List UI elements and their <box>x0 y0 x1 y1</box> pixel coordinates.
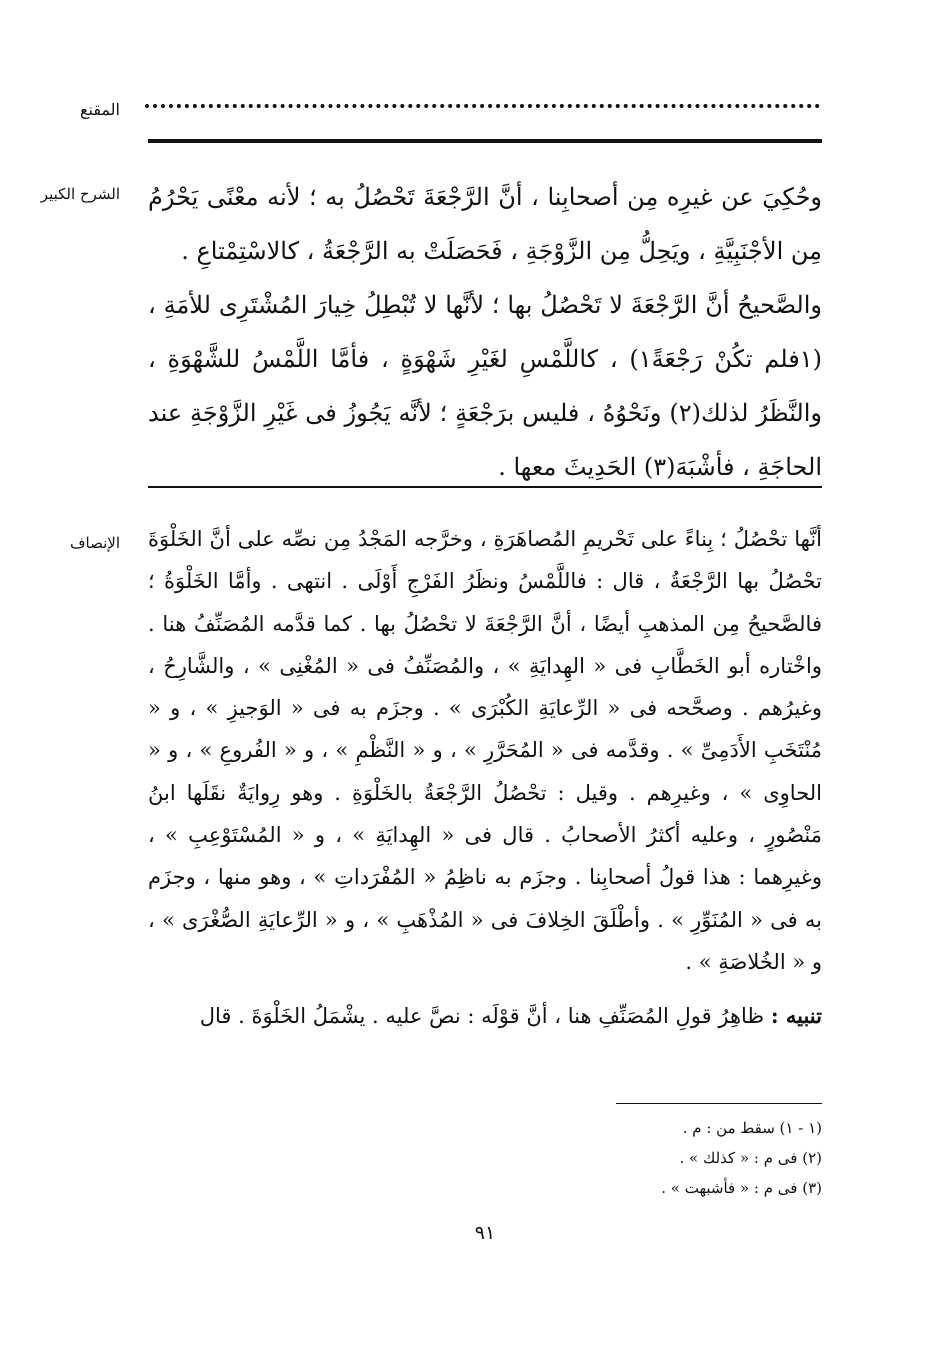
footnotes <box>400 1113 822 1203</box>
sharh-section-label: الشرح الكبير <box>40 185 120 203</box>
page-number: ٩١ <box>474 1222 496 1244</box>
insaf-note-paragraph <box>148 995 822 1037</box>
footnote-3: (٣) فى م : « فأشبهت » . <box>661 1179 822 1197</box>
insaf-paragraph-1: أنَّها تحْصُلُ ؛ بِناءً على تَحْريمِ المُصاهَرَةِ ، وخرَّجه المَجْدُ مِن نصِّه على أنَّ الخَلْوَةَ تحْصُلُ بها الرَّجْعَةُ ، قال : فاللَّمْسُ ونظَرُ الفَرْجِ أَوْلَى . انتهى . وأمَّا الخَلْوَةُ ؛ فالصَّحيحُ مِن المذهبِ أيضًا ، أنَّ الرَّجْعَةَ لا تحْصُلُ بها . كما قدَّمه المُصَنِّفُ هنا . واخْتاره أبو الخَطَّابِ فى « الهِدايَةِ » ، والمُصَنِّفُ فى « المُغْنِى » ، والشَّارِحُ ، وغيرُهم . وصحَّحه فى « الرِّعايَةِ الكُبْرَى » . وجزَم به فى « الوَجيزِ » ، و « مُنْتَخَبِ الأَدَمِىِّ » . وقدَّمه فى « المُحَرَّرِ » ، و « النَّظْمِ » ، و « الفُروعِ » ، و « الحاوِى » ، وغيرِهم . وقيل : تحْصُلُ الرَّجْعَةُ بالخَلْوَةِ . وهو رِوايَةٌ نقَلَها ابنُ مَنْصُورٍ ، وعليه أكثرُ الأصحابُ . قال فى « الهِدايَةِ » ، و « المُسْتَوْعِبِ » ، وغيرِهما : هذا قولُ أصحابِنا . وجزَم به ناظِمُ « المُفْرَداتِ » ، وهو منها ، وجزَم به فى « المُنَوِّرِ » . وأطْلَقَ الخِلافَ فى « المُذْهَبِ » ، و « الرِّعايَةِ الصُّغْرَى » ، و « الخُلاصَةِ » . <box>148 527 822 974</box>
sharh-text-block <box>148 170 822 494</box>
insaf-section-label: الإنصاف <box>69 534 120 552</box>
note-label: تنبيه : <box>770 1003 822 1029</box>
note-text: ظاهِرُ قولِ المُصَنِّفِ هنا ، أنَّ قوْلَه : نصَّ عليه . يشْمَلُ الخَلْوَةَ . قال <box>199 1004 765 1029</box>
sharh-paragraph-2: والصَّحيحُ أنَّ الرَّجْعَةَ لا تَحْصُلُ بها ؛ لأنَّها لا تُبْطِلُ خِيارَ المُشْتَرِى للأمَةِ ، (١فلم تكُنْ رَجْعَةً١) ، كاللَّمْسِ لغَيْرِ شَهْوَةٍ ، فأمَّا اللَّمْسُ للشَّهْوَةِ ، والنَّظَرُ لذلك(٢) ونَحْوُهُ ، فليس برَجْعَةٍ ؛ لأنَّه يَجُوزُ فى غَيْرِ الزَّوْجَةِ عند الحاجَةِ ، فأشْبَهَ(٣) الحَدِيثَ معها . <box>148 291 822 481</box>
section-divider <box>148 486 822 488</box>
footnote-1: (١ - ١) سقط من : م . <box>682 1119 822 1137</box>
sharh-paragraph-1: وحُكِيَ عن غيرِه مِن أصحابِنا ، أنَّ الرَّجْعَةَ تَحْصُلُ به ؛ لأنه معْنًى يَحْرُمُ مِن الأجْنَبِيَّةِ ، ويَحِلُّ مِن الزَّوْجَةِ ، فَحَصَلَتْ به الرَّجْعَةُ ، كالاسْتِمْتاعِ . <box>148 183 822 265</box>
insaf-text-block <box>148 518 822 1038</box>
footnote-rule <box>616 1103 822 1104</box>
header-dotted-rule <box>145 104 820 108</box>
header-rule <box>148 139 822 143</box>
footnote-2: (٢) فى م : « كذلك » . <box>679 1149 822 1167</box>
book-title-header: المقنع <box>79 100 120 119</box>
